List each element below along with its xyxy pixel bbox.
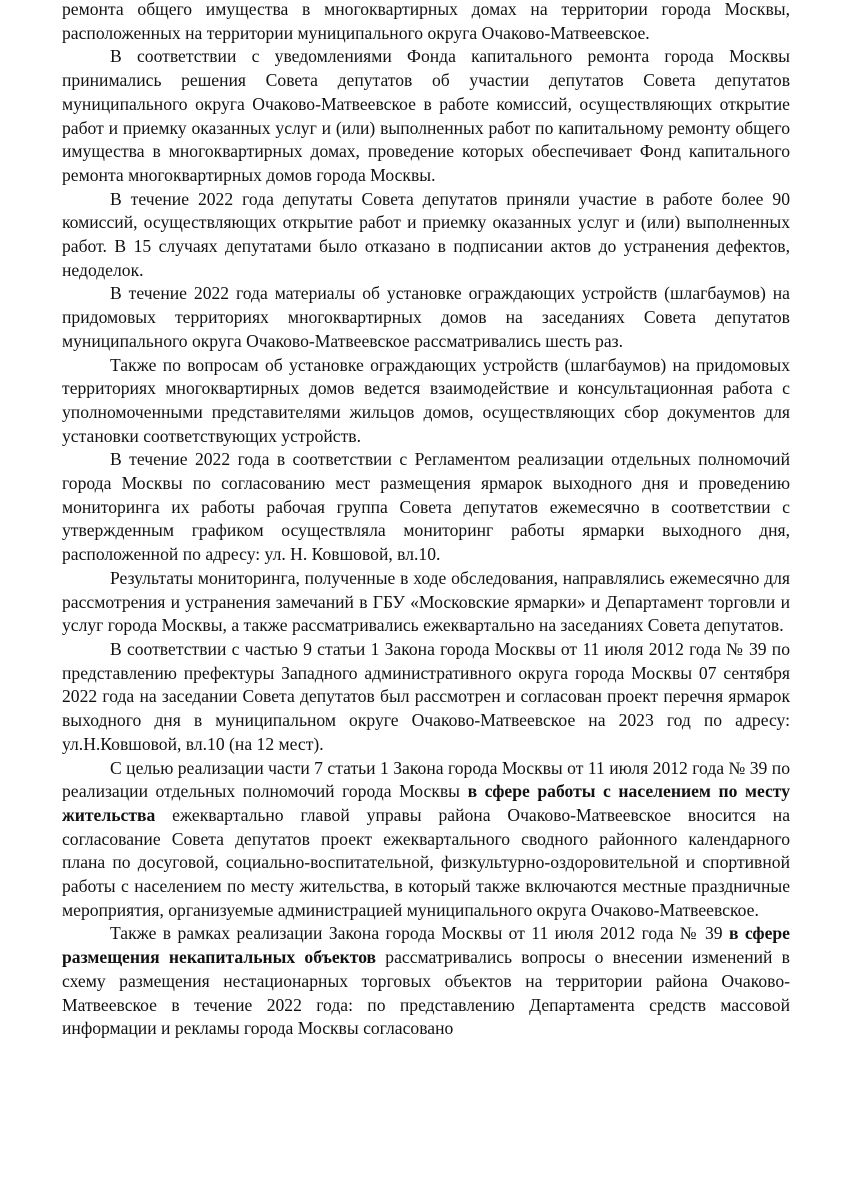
document-page xyxy=(62,0,790,1041)
paragraph-1 xyxy=(62,0,790,45)
paragraph-7 xyxy=(62,567,790,638)
paragraph-6 xyxy=(62,448,790,567)
paragraph-6-text: В течение 2022 года в соответствии с Регламентом реализации отдельных полномочий города Москвы по согласованию мест размещения ярмарок выходного дня и проведению мониторинга их работы рабочая группа Совета депутатов ежемесячно в соответствии с утвержденным графиком осуществляла мониторинг работы ярмарки выходного дня, расположенной по адресу: ул. Н. Ковшовой, вл.10. xyxy=(62,449,790,565)
paragraph-9-bold-phrase: в сфере работы с населением по месту жительства xyxy=(62,781,790,825)
paragraph-10-text-a: Также в рамках реализации Закона города Москвы от 11 июля 2012 года № 39 xyxy=(110,923,729,944)
paragraph-3-text: В течение 2022 года депутаты Совета депутатов приняли участие в работе более 90 комиссий, осуществляющих открытие работ и приемку оказанных услуг и (или) выполненных работ. В 15 случаях депутатами было отказано в подписании актов до устранения дефектов, недоделок. xyxy=(62,188,790,280)
paragraph-9 xyxy=(62,757,790,923)
paragraph-9-text-a: С целью реализации части 7 статьи 1 Закона города Москвы от 11 июля 2012 года № 39 по реализации отдельных полномочий города Москвы xyxy=(62,757,790,802)
paragraph-2 xyxy=(62,45,790,187)
paragraph-5-text: Также по вопросам об установке ограждающих устройств (шлагбаумов) на придомовых территориях многоквартирных домов ведется взаимодействие и консультационная работа с уполномоченными представителями жильцов домов, осуществляющих сбор документов для установки соответствующих устройств. xyxy=(62,354,790,446)
paragraph-10 xyxy=(62,922,790,1041)
paragraph-4-text: В течение 2022 года материалы об установке ограждающих устройств (шлагбаумов) на придомовых территориях многоквартирных домов на заседаниях Совета депутатов муниципального округа Очаково-Матвеевское рассматривались шесть раз. xyxy=(62,283,790,351)
paragraph-10-text-b: рассматривались вопросы о внесении изменений в схему размещения нестационарных торговых объектов на территории района Очаково-Матвеевское в течение 2022 года: по представлению Департамента средств массовой информации и рекламы города Москвы согласовано xyxy=(62,947,790,1039)
paragraph-3 xyxy=(62,188,790,283)
paragraph-7-text: Результаты мониторинга, полученные в ходе обследования, направлялись ежемесячно для рассмотрения и устранения замечаний в ГБУ «Московские ярмарки» и Департамент торговли и услуг города Москвы, а также рассматривались ежеквартально на заседаниях Совета депутатов. xyxy=(62,567,790,636)
paragraph-5 xyxy=(62,354,790,449)
paragraph-10-bold-phrase: в сфере размещения некапитальных объектов xyxy=(62,923,790,968)
paragraph-8 xyxy=(62,638,790,757)
paragraph-1-text: ремонта общего имущества в многоквартирных домах на территории города Москвы, расположенных на территории муниципального округа Очаково-Матвеевское. xyxy=(62,0,790,43)
paragraph-8-text: В соответствии с частью 9 статьи 1 Закона города Москвы от 11 июля 2012 года № 39 по представлению префектуры Западного административного округа города Москвы 07 сентября 2022 года на заседании Совета депутатов был рассмотрен и согласован проект перечня ярмарок выходного дня в муниципальном округе Очаково-Матвеевское на 2023 год по адресу: ул.Н.Ковшовой, вл.10 (на 12 мест). xyxy=(62,638,790,754)
paragraph-4 xyxy=(62,282,790,353)
paragraph-2-text: В соответствии с уведомлениями Фонда капитального ремонта города Москвы принимались решения Совета депутатов об участии депутатов Совета депутатов муниципального округа Очаково-Матвеевское в работе комиссий, осуществляющих открытие работ и приемку оказанных услуг и (или) выполненных работ по капитальному ремонту общего имущества в многоквартирных домах, проведение которых обеспечивает Фонд капитального ремонта многоквартирных домов города Москвы. xyxy=(62,46,790,185)
paragraph-9-text-b: ежеквартально главой управы района Очаково-Матвеевское вносится на согласование Совета депутатов проект ежеквартального сводного районного календарного плана по досуговой, социально-воспитательной, физкультурно-оздоровительной и спортивной работы с населением по месту жительства, в который также включаются местные праздничные мероприятия, организуемые администрацией муниципального округа Очаково-Матвеевское. xyxy=(62,804,790,920)
